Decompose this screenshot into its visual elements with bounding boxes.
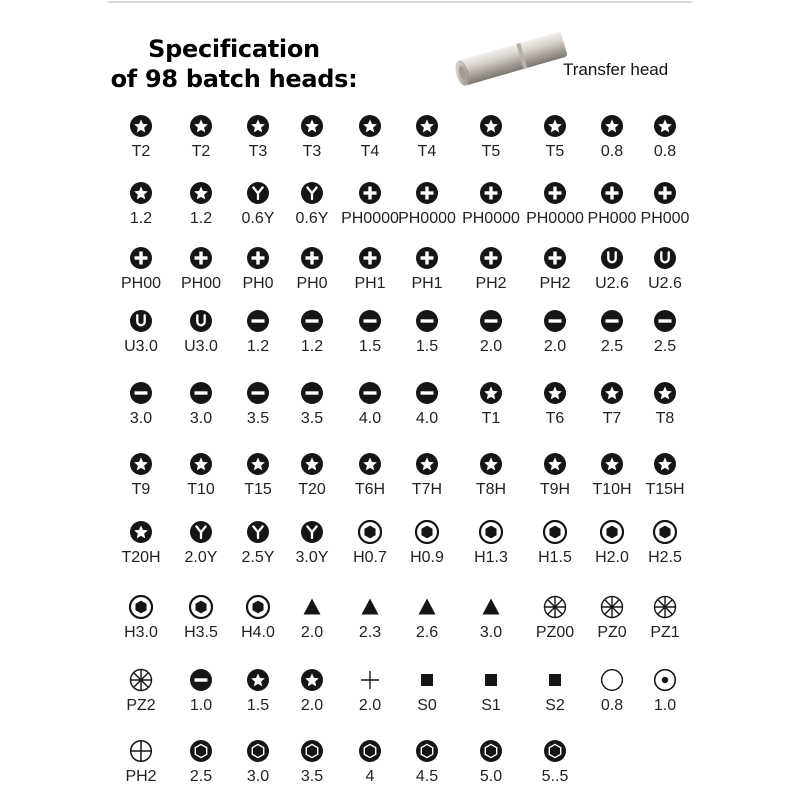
- bit-spec-label: 2.5: [189, 768, 213, 785]
- bit-spec-label: PH1: [354, 275, 386, 292]
- bit-spec-label: H1.3: [474, 549, 508, 566]
- bit-spec-label: T6: [545, 410, 565, 427]
- hex-bit-icon: [415, 520, 439, 544]
- bit-spec-label: PZ00: [535, 624, 575, 641]
- plus-bit-icon: [300, 246, 324, 270]
- bit-spec-label: 3.0Y: [295, 549, 329, 566]
- bit-spec-label: PH0: [296, 275, 328, 292]
- bit-spec-label: 1.5: [246, 697, 270, 714]
- bit-spec-label: 2.0Y: [184, 549, 218, 566]
- bit-spec-label: 2.5: [600, 338, 624, 355]
- plus-bit-icon: [479, 181, 503, 205]
- plus-bit-icon: [415, 246, 439, 270]
- title-line-2: of 98 batch heads:: [110, 65, 358, 93]
- bit-spec-label: S1: [481, 697, 501, 714]
- bit-spec-cell: [392, 309, 462, 356]
- bit-spec-cell: [456, 114, 526, 161]
- hex-solid-bit-icon: [543, 739, 567, 763]
- bit-spec-label: PH2: [475, 275, 507, 292]
- bit-spec-label: T15H: [645, 481, 685, 498]
- pozi-bit-icon: [600, 595, 624, 619]
- bit-spec-label: T8H: [475, 481, 507, 498]
- bit-spec-label: 5.0: [479, 768, 503, 785]
- pozi-bit-icon: [653, 595, 677, 619]
- bit-spec-label: T1: [481, 410, 501, 427]
- star-bit-icon: [129, 181, 153, 205]
- bit-spec-cell: [630, 181, 700, 228]
- bit-spec-cell: [456, 452, 526, 499]
- bit-spec-label: 3.5: [300, 768, 324, 785]
- bit-spec-label: H2.0: [595, 549, 629, 566]
- y-bit-icon: [189, 520, 213, 544]
- star-bit-icon: [653, 114, 677, 138]
- minus-bit-icon: [653, 309, 677, 333]
- star-bit-icon: [129, 114, 153, 138]
- bit-spec-cell: [630, 381, 700, 428]
- bit-spec-label: PH0000: [341, 210, 399, 227]
- bit-spec-label: 3.0: [189, 410, 213, 427]
- bit-spec-label: 2.0: [543, 338, 567, 355]
- triangle-bit-icon: [415, 595, 439, 619]
- bit-spec-label: 1.0: [189, 697, 213, 714]
- hex-bit-icon: [543, 520, 567, 544]
- bit-spec-label: H4.0: [241, 624, 275, 641]
- bit-spec-label: 4.0: [358, 410, 382, 427]
- star-bit-icon: [543, 114, 567, 138]
- bit-spec-label: 4: [365, 768, 375, 785]
- star-bit-icon: [129, 452, 153, 476]
- star-bit-icon: [653, 381, 677, 405]
- bit-spec-label: 4.0: [415, 410, 439, 427]
- bit-spec-label: PH1: [411, 275, 443, 292]
- u-bit-icon: [600, 246, 624, 270]
- bit-spec-cell: [392, 181, 462, 228]
- bit-spec-label: U2.6: [648, 275, 682, 292]
- bit-spec-cell: [392, 595, 462, 642]
- bit-spec-cell: [456, 246, 526, 293]
- minus-bit-icon: [300, 309, 324, 333]
- bit-spec-label: PH2: [125, 768, 157, 785]
- y-bit-icon: [300, 181, 324, 205]
- bit-spec-label: T3: [248, 143, 268, 160]
- star-bit-icon: [543, 381, 567, 405]
- bit-spec-cell: [392, 114, 462, 161]
- u-bit-icon: [653, 246, 677, 270]
- bit-spec-label: 3.0: [246, 768, 270, 785]
- bit-spec-cell: [392, 452, 462, 499]
- circle-dot-bit-icon: [653, 668, 677, 692]
- star-bit-icon: [129, 520, 153, 544]
- bit-spec-label: T7H: [411, 481, 443, 498]
- minus-bit-icon: [415, 381, 439, 405]
- bit-spec-cell: [630, 114, 700, 161]
- hex-solid-bit-icon: [415, 739, 439, 763]
- bit-spec-label: T5: [481, 143, 501, 160]
- bit-spec-label: 2.6: [415, 624, 439, 641]
- bit-spec-label: PZ0: [597, 624, 627, 641]
- bit-spec-label: U3.0: [124, 338, 158, 355]
- star-bit-icon: [300, 668, 324, 692]
- page-title: [108, 34, 360, 94]
- hex-solid-bit-icon: [300, 739, 324, 763]
- plus-bit-icon: [358, 181, 382, 205]
- bit-spec-cell: [456, 181, 526, 228]
- plus-bit-icon: [479, 246, 503, 270]
- bit-spec-cell: [520, 739, 590, 786]
- hex-bit-icon: [653, 520, 677, 544]
- bit-spec-cell: [392, 246, 462, 293]
- bit-spec-label: 2.0: [300, 697, 324, 714]
- bit-spec-label: PH2: [539, 275, 571, 292]
- square-bit-icon: [479, 668, 503, 692]
- hex-bit-icon: [189, 595, 213, 619]
- bit-spec-label: T20: [298, 481, 326, 498]
- star-bit-icon: [189, 452, 213, 476]
- star-bit-icon: [653, 452, 677, 476]
- plus-bit-icon: [415, 181, 439, 205]
- bit-spec-label: PH0: [242, 275, 274, 292]
- plus-bit-icon: [600, 181, 624, 205]
- bit-spec-cell: [456, 668, 526, 715]
- bit-spec-label: S0: [417, 697, 437, 714]
- square-bit-icon: [543, 668, 567, 692]
- bit-spec-label: PZ2: [126, 697, 156, 714]
- bit-spec-label: T2: [131, 143, 151, 160]
- bit-spec-label: T7: [602, 410, 622, 427]
- plus-bit-icon: [189, 246, 213, 270]
- star-bit-icon: [189, 114, 213, 138]
- bit-spec-label: T4: [360, 143, 380, 160]
- bit-spec-label: 1.0: [653, 697, 677, 714]
- bit-spec-label: 0.6Y: [295, 210, 329, 227]
- minus-bit-icon: [189, 381, 213, 405]
- bit-spec-cell: [392, 668, 462, 715]
- pozi-bit-icon: [129, 668, 153, 692]
- bit-spec-cell: [630, 595, 700, 642]
- minus-bit-icon: [600, 309, 624, 333]
- minus-bit-icon: [300, 381, 324, 405]
- plus-bit-icon: [246, 246, 270, 270]
- star-bit-icon: [415, 114, 439, 138]
- bit-spec-cell: [630, 452, 700, 499]
- hex-bit-icon: [600, 520, 624, 544]
- cross-thin-bit-icon: [358, 668, 382, 692]
- bit-spec-label: PH0000: [462, 210, 520, 227]
- bit-spec-label: 1.5: [415, 338, 439, 355]
- bit-spec-label: 3.5: [300, 410, 324, 427]
- bit-spec-label: U2.6: [595, 275, 629, 292]
- bit-spec-label: 1.5: [358, 338, 382, 355]
- bit-spec-label: 1.2: [300, 338, 324, 355]
- hex-bit-icon: [246, 595, 270, 619]
- bit-spec-cell: [630, 246, 700, 293]
- square-bit-icon: [415, 668, 439, 692]
- star-bit-icon: [300, 114, 324, 138]
- bit-spec-label: 2.0: [479, 338, 503, 355]
- bit-spec-label: T9H: [539, 481, 571, 498]
- bit-spec-label: T3: [302, 143, 322, 160]
- bit-spec-label: 0.8: [653, 143, 677, 160]
- bit-spec-label: 1.2: [189, 210, 213, 227]
- star-bit-icon: [479, 114, 503, 138]
- minus-bit-icon: [415, 309, 439, 333]
- y-bit-icon: [246, 181, 270, 205]
- bit-spec-label: H1.5: [538, 549, 572, 566]
- bit-spec-label: 0.8: [600, 143, 624, 160]
- star-bit-icon: [246, 114, 270, 138]
- bit-spec-cell: [630, 668, 700, 715]
- transfer-head-image: [446, 22, 576, 94]
- circle-plus-bit-icon: [129, 739, 153, 763]
- bit-spec-cell: [456, 595, 526, 642]
- bit-spec-label: T5: [545, 143, 565, 160]
- plus-bit-icon: [129, 246, 153, 270]
- bit-spec-label: 1.2: [129, 210, 153, 227]
- star-bit-icon: [246, 452, 270, 476]
- transfer-head-label: Transfer head: [563, 60, 669, 79]
- bit-spec-label: 2.5Y: [241, 549, 275, 566]
- bit-spec-label: T6H: [354, 481, 386, 498]
- hex-solid-bit-icon: [189, 739, 213, 763]
- minus-bit-icon: [189, 668, 213, 692]
- minus-bit-icon: [543, 309, 567, 333]
- bit-spec-label: T10: [187, 481, 215, 498]
- triangle-bit-icon: [479, 595, 503, 619]
- star-bit-icon: [600, 452, 624, 476]
- hex-solid-bit-icon: [246, 739, 270, 763]
- star-bit-icon: [300, 452, 324, 476]
- bit-spec-label: U3.0: [184, 338, 218, 355]
- star-bit-icon: [600, 114, 624, 138]
- bit-spec-label: T10H: [592, 481, 632, 498]
- bit-spec-label: H0.7: [353, 549, 387, 566]
- u-bit-icon: [189, 309, 213, 333]
- bit-spec-cell: [456, 739, 526, 786]
- bit-spec-label: PH0000: [526, 210, 584, 227]
- bit-spec-label: T9: [131, 481, 151, 498]
- bit-spec-label: 3.0: [129, 410, 153, 427]
- bit-spec-label: T15: [244, 481, 272, 498]
- hex-bit-icon: [479, 520, 503, 544]
- bit-spec-label: 0.8: [600, 697, 624, 714]
- bit-spec-label: S2: [545, 697, 565, 714]
- hex-solid-bit-icon: [479, 739, 503, 763]
- y-bit-icon: [300, 520, 324, 544]
- bit-spec-label: 2.0: [358, 697, 382, 714]
- minus-bit-icon: [246, 309, 270, 333]
- bit-spec-label: T8: [655, 410, 675, 427]
- bit-spec-label: T4: [417, 143, 437, 160]
- triangle-bit-icon: [358, 595, 382, 619]
- hex-solid-bit-icon: [358, 739, 382, 763]
- title-line-1: Specification: [148, 35, 320, 63]
- bit-spec-label: 2.3: [358, 624, 382, 641]
- bit-spec-label: PH000: [587, 210, 637, 227]
- bit-spec-label: PH00: [180, 275, 222, 292]
- bit-spec-label: 0.6Y: [241, 210, 275, 227]
- circle-empty-bit-icon: [600, 668, 624, 692]
- bit-spec-label: 3.5: [246, 410, 270, 427]
- hex-bit-icon: [358, 520, 382, 544]
- plus-bit-icon: [653, 181, 677, 205]
- u-bit-icon: [129, 309, 153, 333]
- bit-spec-label: PZ1: [650, 624, 680, 641]
- minus-bit-icon: [358, 381, 382, 405]
- bit-spec-cell: [392, 381, 462, 428]
- bit-spec-label: 5..5: [541, 768, 569, 785]
- bit-spec-label: PH0000: [398, 210, 456, 227]
- triangle-bit-icon: [300, 595, 324, 619]
- bit-spec-label: 4.5: [415, 768, 439, 785]
- bit-spec-cell: [630, 520, 700, 567]
- top-divider: [107, 1, 693, 3]
- star-bit-icon: [479, 452, 503, 476]
- minus-bit-icon: [479, 309, 503, 333]
- star-bit-icon: [600, 381, 624, 405]
- star-bit-icon: [543, 452, 567, 476]
- bit-spec-label: 3.0: [479, 624, 503, 641]
- minus-bit-icon: [358, 309, 382, 333]
- bit-spec-label: H3.0: [124, 624, 158, 641]
- plus-bit-icon: [543, 246, 567, 270]
- plus-bit-icon: [358, 246, 382, 270]
- star-bit-icon: [358, 114, 382, 138]
- bit-spec-label: 1.2: [246, 338, 270, 355]
- bit-spec-cell: [456, 381, 526, 428]
- bit-spec-label: H3.5: [184, 624, 218, 641]
- minus-bit-icon: [129, 381, 153, 405]
- bit-spec-label: H2.5: [648, 549, 682, 566]
- minus-bit-icon: [246, 381, 270, 405]
- star-bit-icon: [246, 668, 270, 692]
- bit-spec-label: T2: [191, 143, 211, 160]
- pozi-bit-icon: [543, 595, 567, 619]
- hex-bit-icon: [129, 595, 153, 619]
- bit-spec-label: PH00: [120, 275, 162, 292]
- bit-spec-label: 2.5: [653, 338, 677, 355]
- bit-spec-label: T20H: [121, 549, 161, 566]
- star-bit-icon: [479, 381, 503, 405]
- bit-spec-label: 2.0: [300, 624, 324, 641]
- bit-spec-cell: [392, 520, 462, 567]
- y-bit-icon: [246, 520, 270, 544]
- bit-spec-cell: [456, 309, 526, 356]
- star-bit-icon: [358, 452, 382, 476]
- bit-spec-label: H0.9: [410, 549, 444, 566]
- plus-bit-icon: [543, 181, 567, 205]
- bit-spec-cell: [456, 520, 526, 567]
- bit-spec-cell: [392, 739, 462, 786]
- star-bit-icon: [415, 452, 439, 476]
- bit-spec-label: PH000: [640, 210, 690, 227]
- star-bit-icon: [189, 181, 213, 205]
- bit-spec-cell: [630, 309, 700, 356]
